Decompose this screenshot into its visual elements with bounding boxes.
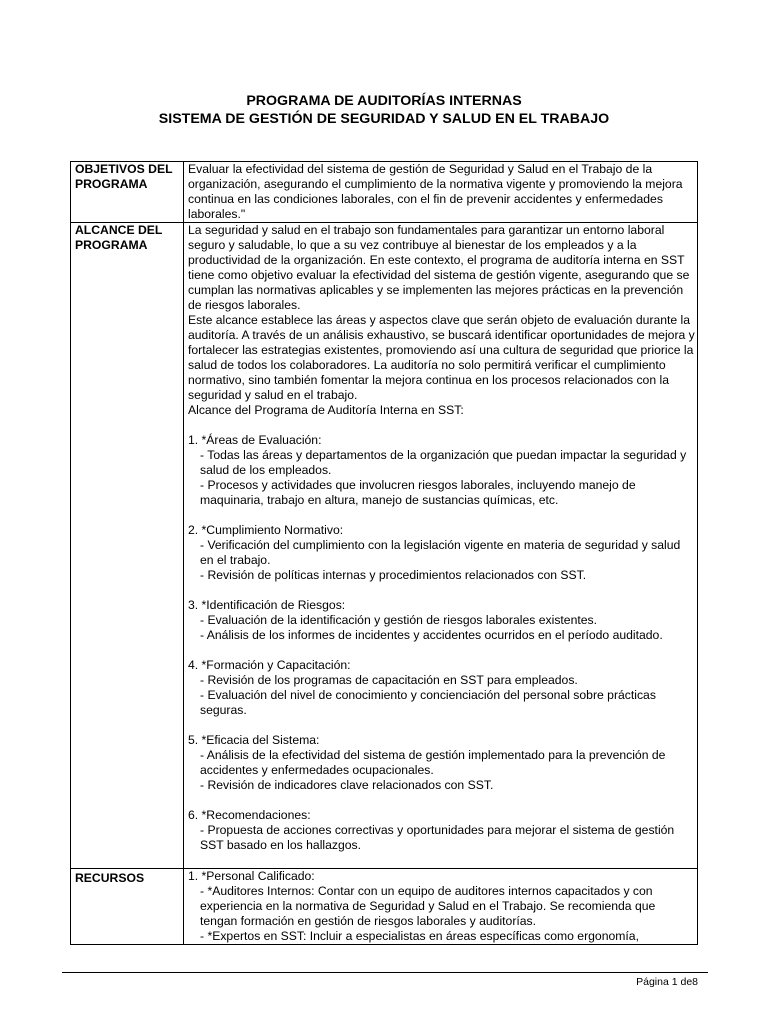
label-objetivos: OBJETIVOS DEL PROGRAMA bbox=[71, 162, 184, 223]
section-3-item: - Evaluación de la identificación y gestión de riesgos laborales existentes. bbox=[200, 613, 597, 627]
alcance-intro-3: Alcance del Programa de Auditoría Interna en SST: bbox=[188, 403, 464, 417]
program-table bbox=[70, 161, 698, 945]
objetivos-text: Evaluar la efectividad del sistema de gestión de Seguridad y Salud en el Trabajo de la organización, asegurando el cumplimiento de la normativa vigente y promoviendo la mejora continua en las condiciones laborales, con el fin de prevenir accidentes y enfermedades laborales." bbox=[188, 162, 683, 221]
section-5-item: - Revisión de indicadores clave relacionados con SST. bbox=[200, 778, 494, 792]
recursos-item: - *Auditores Internos: Contar con un equipo de auditores internos capacitados y con experiencia en la normativa de Seguridad y Salud en el Trabajo. Se recomienda que tengan formación en gestión de riesgos laborales y auditorías. bbox=[200, 884, 656, 928]
row-recursos bbox=[71, 869, 698, 945]
section-3-item: - Análisis de los informes de incidentes y accidentes ocurridos en el período auditado. bbox=[200, 628, 663, 642]
section-1-item: - Procesos y actividades que involucren riesgos laborales, incluyendo manejo de maquinaria, trabajo en altura, manejo de sustancias químicas, etc. bbox=[200, 478, 636, 507]
content-objetivos bbox=[184, 162, 698, 223]
label-alcance: ALCANCE DEL PROGRAMA bbox=[71, 223, 184, 869]
section-1-item: - Todas las áreas y departamentos de la organización que puedan impactar la seguridad y salud de los empleados. bbox=[200, 448, 687, 477]
section-6-title: 6. *Recomendaciones: bbox=[188, 808, 311, 822]
row-objetivos bbox=[71, 162, 698, 223]
document-subtitle: SISTEMA DE GESTIÓN DE SEGURIDAD Y SALUD EN EL TRABAJO bbox=[158, 111, 610, 127]
footer-divider bbox=[62, 972, 708, 973]
section-5-item: - Análisis de la efectividad del sistema de gestión implementado para la prevención de accidentes y enfermedades ocupacionales. bbox=[200, 748, 666, 777]
content-alcance bbox=[184, 223, 698, 869]
section-6-item: - Propuesta de acciones correctivas y oportunidades para mejorar el sistema de gestión SST basado en los hallazgos. bbox=[200, 823, 675, 852]
section-4-item: - Evaluación del nivel de conocimiento y concienciación del personal sobre prácticas seguras. bbox=[200, 688, 656, 717]
recursos-item-1-title: 1. *Personal Calificado: bbox=[188, 869, 315, 883]
section-2-item: - Revisión de políticas internas y procedimientos relacionados con SST. bbox=[200, 568, 587, 582]
section-2-title: 2. *Cumplimiento Normativo: bbox=[188, 523, 344, 537]
recursos-item: - *Expertos en SST: Incluir a especialistas en áreas específicas como ergonomía, bbox=[200, 929, 639, 943]
document-title: PROGRAMA DE AUDITORÍAS INTERNAS bbox=[246, 93, 522, 109]
section-3-title: 3. *Identificación de Riesgos: bbox=[188, 598, 346, 612]
page-number: Página 1 de8 bbox=[636, 976, 698, 988]
section-4-title: 4. *Formación y Capacitación: bbox=[188, 658, 351, 672]
alcance-intro-2: Este alcance establece las áreas y aspectos clave que serán objeto de evaluación durante la auditoría. A través de un análisis exhaustivo, se buscará identificar oportunidades de mejora y fortalecer las estrategias existentes, promoviendo así una cultura de seguridad que priorice la salud de todos los colaboradores. La auditoría no solo permitirá verificar el cumplimiento normativo, sino también fomentar la mejora continua en los procesos relacionados con la seguridad y salud en el trabajo. bbox=[188, 313, 695, 402]
label-recursos: RECURSOS bbox=[71, 869, 184, 945]
section-4-item: - Revisión de los programas de capacitación en SST para empleados. bbox=[200, 673, 578, 687]
row-alcance bbox=[71, 223, 698, 869]
document-header bbox=[0, 92, 768, 128]
section-5-title: 5. *Eficacia del Sistema: bbox=[188, 733, 320, 747]
section-2-item: - Verificación del cumplimiento con la legislación vigente en materia de seguridad y salud en el trabajo. bbox=[200, 538, 681, 567]
content-recursos bbox=[184, 869, 698, 945]
section-1-title: 1. *Áreas de Evaluación: bbox=[188, 433, 322, 447]
alcance-intro-1: La seguridad y salud en el trabajo son fundamentales para garantizar un entorno laboral seguro y saludable, lo que a su vez contribuye al bienestar de los empleados y a la productividad de la organización. En este contexto, el programa de auditoría interna en SST tiene como objetivo evaluar la efectividad del sistema de gestión vigente, asegurando que se cumplan las normativas aplicables y se implementen las mejores prácticas en la prevención de riesgos laborales. bbox=[188, 223, 690, 312]
